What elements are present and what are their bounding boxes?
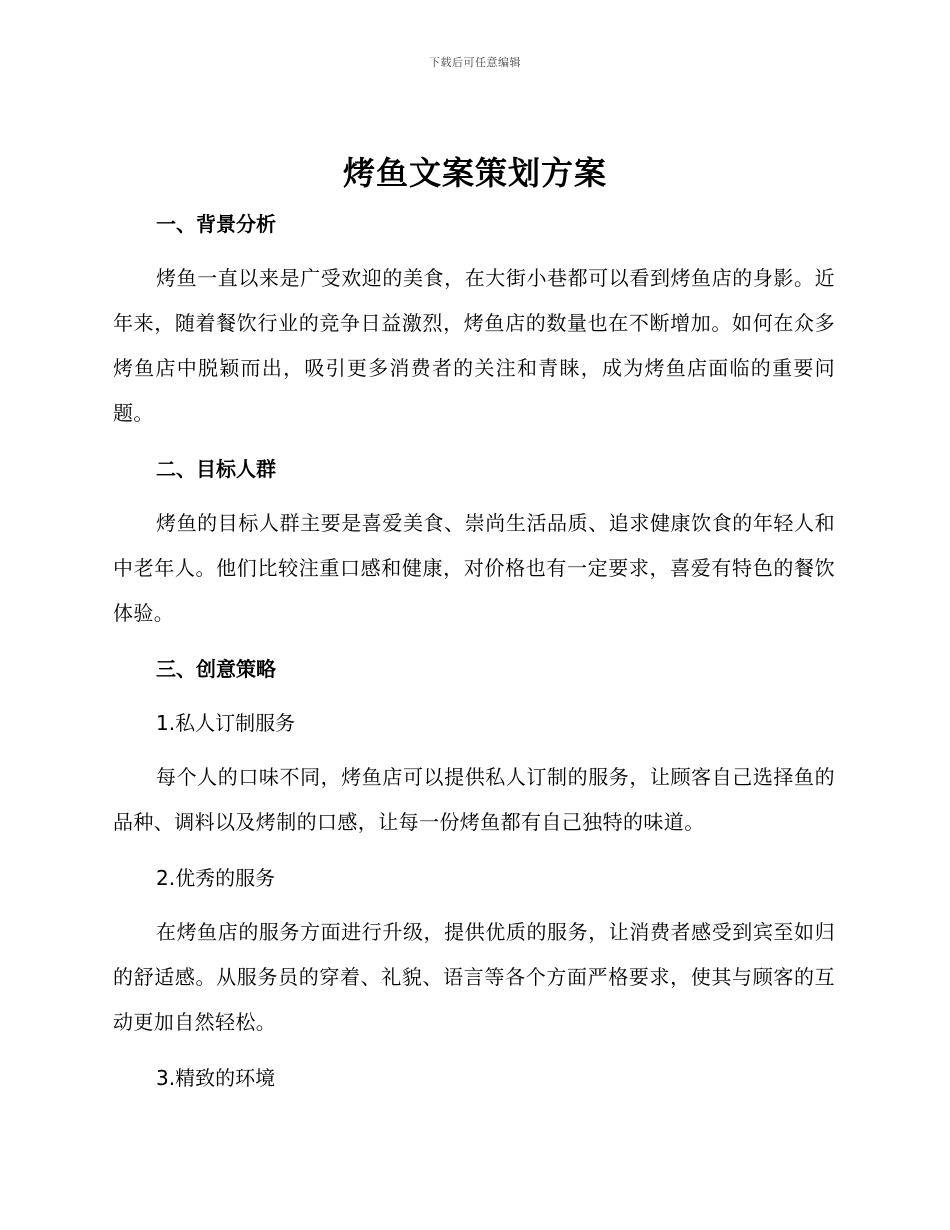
strategy-item-title: 3.精致的环境 (156, 1066, 276, 1090)
section-heading-target-audience: 二、目标人群 (156, 457, 276, 481)
strategy-item-paragraph: 在烤鱼店的服务方面进行升级，提供优质的服务，让消费者感受到宾至如归的舒适感。从服务员的穿着、礼貌、语言等各个方面严格要求，使其与顾客的互动更加自然轻松。 (113, 920, 835, 1034)
section-heading-background: 一、背景分析 (156, 212, 276, 236)
document-body (113, 202, 835, 1100)
section-heading-creative-strategy: 三、创意策略 (156, 657, 276, 681)
document-title: 烤鱼文案策划方案 (342, 154, 607, 192)
strategy-item-title: 1.私人订制服务 (156, 711, 296, 735)
section-paragraph-target-audience: 烤鱼的目标人群主要是喜爱美食、崇尚生活品质、追求健康饮食的年轻人和中老年人。他们比较注重口感和健康，对价格也有一定要求，喜爱有特色的餐饮体验。 (113, 511, 835, 625)
section-paragraph-background: 烤鱼一直以来是广受欢迎的美食，在大街小巷都可以看到烤鱼店的身影。近年来，随着餐饮行业的竞争日益激烈，烤鱼店的数量也在不断增加。如何在众多烤鱼店中脱颖而出，吸引更多消费者的关注和青睐，成为烤鱼店面临的重要问题。 (113, 266, 835, 425)
header-note: 下载后可任意编辑 (429, 56, 521, 69)
strategy-item-paragraph: 每个人的口味不同，烤鱼店可以提供私人订制的服务，让顾客自己选择鱼的品种、调料以及烤制的口感，让每一份烤鱼都有自己独特的味道。 (113, 765, 835, 834)
strategy-item-title: 2.优秀的服务 (156, 866, 276, 890)
